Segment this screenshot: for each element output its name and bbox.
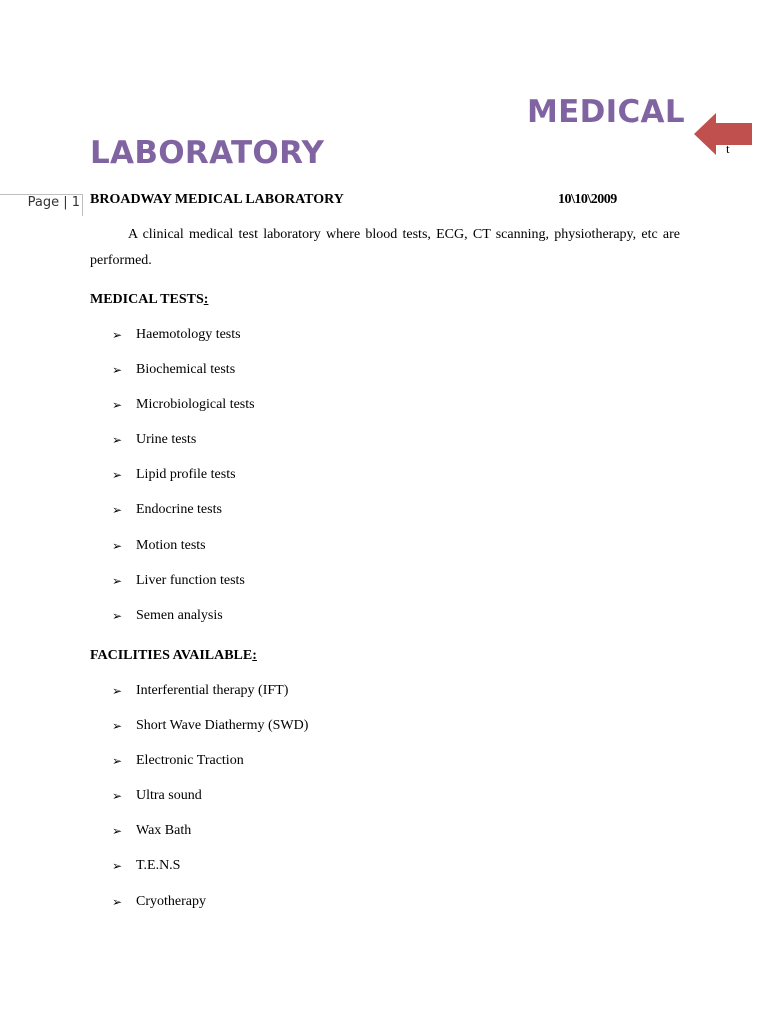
arrowhead-bullet-icon: ➢ <box>112 328 123 342</box>
facilities-heading-colon: : <box>252 648 257 663</box>
arrowhead-bullet-icon: ➢ <box>112 538 123 553</box>
arrowhead-bullet-icon: ➢ <box>112 503 123 518</box>
header-title-line1: MEDICAL <box>527 94 685 130</box>
arrowhead-bullet-icon: ➢ <box>112 789 123 804</box>
intro-paragraph: A clinical medical test laboratory where blood tests, ECG, CT scanning, physiotherapy, etc are performed. <box>90 227 680 268</box>
list-item-text: Haemotology tests <box>136 327 241 342</box>
arrowhead-bullet-icon: ➢ <box>112 573 123 588</box>
list-item-text: Cryotherapy <box>136 893 206 909</box>
list-item-text: Lipid profile tests <box>136 467 236 483</box>
left-arrow-icon <box>694 113 752 155</box>
list-item-text: Motion tests <box>136 537 206 553</box>
document-date: 10\10\2009 <box>558 192 617 207</box>
header-title-line2: LABORATORY <box>90 135 325 171</box>
facilities-heading <box>90 646 257 666</box>
arrowhead-bullet-icon: ➢ <box>112 398 123 413</box>
lab-name: BROADWAY MEDICAL LABORATORY <box>90 192 344 207</box>
arrowhead-bullet-icon: ➢ <box>112 859 123 874</box>
arrowhead-bullet-icon: ➢ <box>112 363 123 378</box>
list-item-text: Microbiological tests <box>136 397 255 413</box>
arrowhead-bullet-icon: ➢ <box>112 754 123 769</box>
arrowhead-bullet-icon: ➢ <box>112 684 123 698</box>
arrowhead-bullet-icon: ➢ <box>112 433 123 448</box>
list-item-text: Liver function tests <box>136 572 245 588</box>
list-item-text: Electronic Traction <box>136 753 244 769</box>
list-item-text: Short Wave Diathermy (SWD) <box>136 718 309 734</box>
list-item-text: Urine tests <box>136 432 197 448</box>
list-item-text: Wax Bath <box>136 823 192 839</box>
arrowhead-bullet-icon: ➢ <box>112 608 123 623</box>
header-glyph: t <box>726 141 730 156</box>
list-item-text: Ultra sound <box>136 788 202 804</box>
page-number-divider <box>82 194 83 216</box>
arrowhead-bullet-icon: ➢ <box>112 824 123 839</box>
arrowhead-bullet-icon: ➢ <box>112 894 123 909</box>
arrowhead-bullet-icon: ➢ <box>112 468 123 483</box>
list-item-text: Interferential therapy (IFT) <box>136 683 289 698</box>
arrowhead-bullet-icon: ➢ <box>112 719 123 734</box>
medical-tests-heading-colon: : <box>203 292 209 307</box>
list-item-text: Endocrine tests <box>136 502 222 518</box>
medical-tests-heading <box>90 290 208 310</box>
list-item-text: Biochemical tests <box>136 362 236 378</box>
list-item-text: T.E.N.S <box>136 858 181 874</box>
page-number: Page | 1 <box>27 195 80 210</box>
medical-tests-heading-text: MEDICAL TESTS <box>90 292 204 307</box>
facilities-heading-text: FACILITIES AVAILABLE <box>90 648 253 663</box>
list-item-text: Semen analysis <box>136 607 223 623</box>
